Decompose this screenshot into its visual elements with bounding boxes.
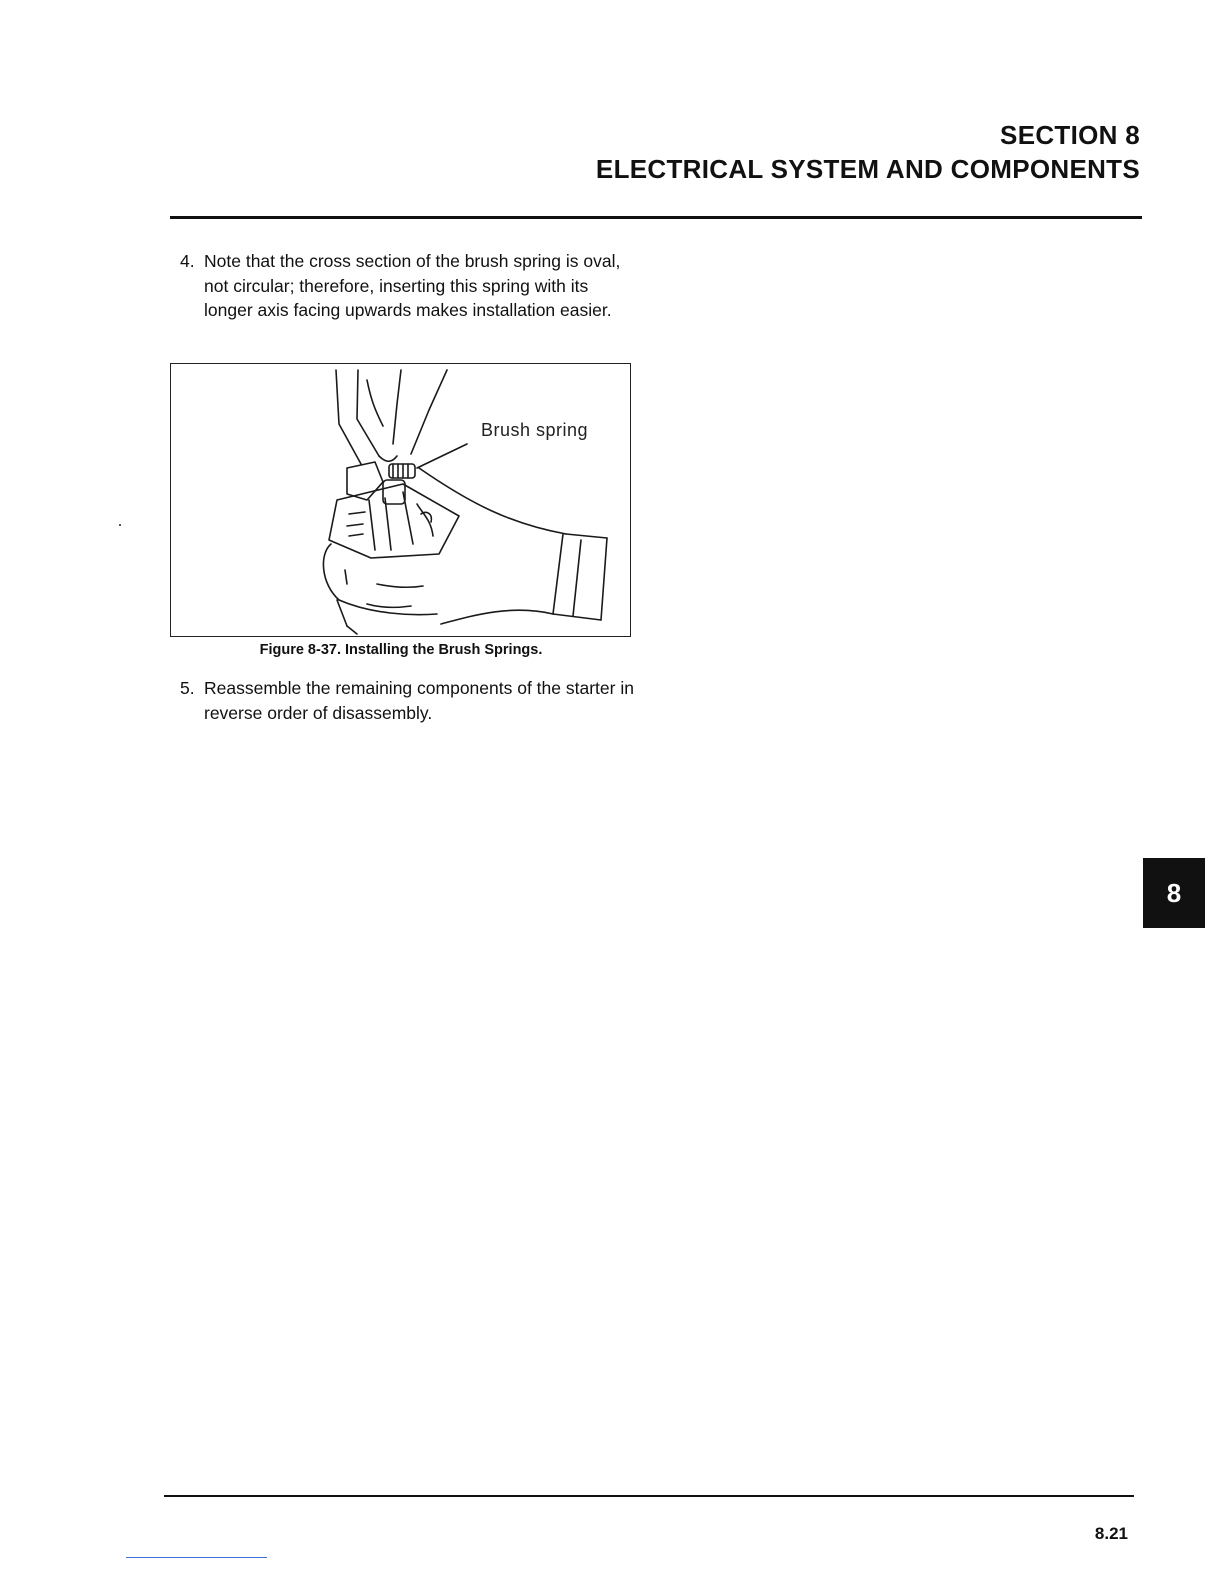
- step-text: Note that the cross section of the brush spring is oval, not circular; therefore, inserting this spring with its longer axis facing upwards makes installation easier.: [204, 251, 621, 320]
- section-title: ELECTRICAL SYSTEM AND COMPONENTS: [595, 154, 1140, 184]
- section-tab: 8: [1143, 858, 1205, 928]
- scan-speck: [119, 524, 121, 526]
- step-item: [180, 676, 640, 725]
- step-number: 4.: [180, 251, 195, 271]
- footer-rule: [164, 1495, 1134, 1497]
- figure-label-brush-spring: Brush spring: [481, 420, 589, 440]
- step-number: 5.: [180, 678, 195, 698]
- hands-installing-spring-illustration: [171, 364, 630, 636]
- section-number: SECTION 8: [1000, 120, 1140, 150]
- header-rule: [170, 216, 1142, 219]
- page-header: [596, 118, 1140, 186]
- page-number: 8.21: [1094, 1524, 1128, 1543]
- bottom-link-underline: [126, 1557, 267, 1558]
- step-item: [180, 249, 640, 323]
- step-text: Reassemble the remaining components of the starter in reverse order of disassembly.: [204, 678, 634, 723]
- figure-illustration: [170, 363, 631, 637]
- figure-caption: Figure 8-37. Installing the Brush Springs.: [259, 642, 543, 658]
